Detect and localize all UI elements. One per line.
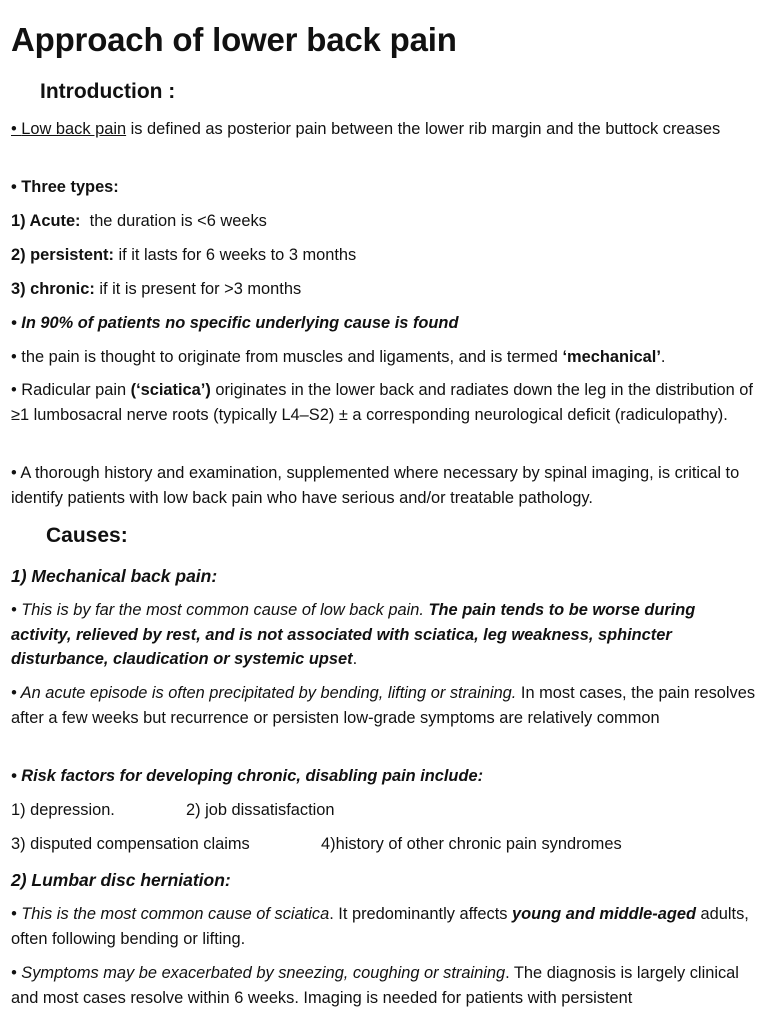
document-title: Approach of lower back pain	[11, 21, 457, 58]
bullet: •	[11, 120, 22, 138]
risk-factor-item: 1) depression.	[11, 801, 115, 819]
mechanical-back-pain-heading: 1) Mechanical back pain:	[11, 566, 218, 586]
age-group: young and middle-aged	[512, 905, 696, 923]
type-label: 2) persistent:	[11, 246, 114, 264]
acute-episode-trigger: • An acute episode is often precipitated by bending, lifting or straining.	[11, 684, 517, 702]
mechanical-statement	[11, 345, 759, 370]
sciatica-common-cause: • This is the most common cause of sciatica	[11, 905, 330, 923]
symptoms-paragraph	[11, 961, 759, 1010]
no-specific-cause-statement: • In 90% of patients no specific underlying cause is found	[11, 314, 459, 332]
lumbar-disc-herniation-heading: 2) Lumbar disc herniation:	[11, 870, 231, 890]
definition-term-text: Low back pain	[21, 120, 127, 138]
type-chronic	[11, 277, 759, 302]
acute-episode-paragraph	[11, 681, 759, 730]
risk-factor-item: 3) disputed compensation claims	[11, 835, 250, 853]
introduction-heading: Introduction :	[40, 80, 176, 103]
history-examination-paragraph: • A thorough history and examination, supplemented where necessary by spinal imaging, is critical to identify patients with low back pain who have serious and/or treatable pathology.	[11, 464, 740, 507]
mechanical-back-pain-paragraph	[11, 598, 759, 672]
mechanical-end: .	[352, 650, 358, 669]
risk-factors-label: • Risk factors for developing chronic, disabling pain include:	[11, 767, 484, 785]
diagnosis-text: . The diagnosis is largely clinical and most cases resolve within 6 weeks. Imaging is needed for patients with persistent	[11, 964, 739, 1007]
definition-term	[11, 120, 126, 138]
acute-episode-course: In most cases, the pain resolves after a few weeks but recurrence or persisten low-grade symptoms are relatively common	[11, 684, 756, 727]
low-back-pain-definition	[11, 117, 759, 142]
radicular-pain-paragraph	[11, 378, 759, 427]
causes-heading: Causes:	[46, 524, 128, 547]
affects-text: . It predominantly affects	[329, 905, 513, 923]
radicular-description: originates in the lower back and radiates down the leg in the distribution of ≥1 lumbosacral nerve roots (typically L4–S2) ± a corresponding neurological deficit (radiculopathy).	[11, 381, 753, 424]
risk-factors-row-1	[11, 798, 759, 823]
type-acute	[11, 209, 759, 234]
risk-factor-item: 2) job dissatisfaction	[186, 801, 335, 819]
symptom-exacerbation: • Symptoms may be exacerbated by sneezing, coughing or straining	[11, 964, 506, 982]
type-persistent	[11, 243, 759, 268]
definition-text: is defined as posterior pain between the lower rib margin and the buttock creases	[126, 120, 721, 138]
risk-factor-item: 4)history of other chronic pain syndromes	[321, 835, 622, 853]
disc-herniation-paragraph	[11, 902, 759, 951]
mechanical-text: • the pain is thought to originate from muscles and ligaments, and is termed	[11, 348, 563, 366]
mechanical-term: ‘mechanical’	[562, 348, 661, 366]
risk-factors-row-2	[11, 832, 759, 857]
type-text: if it lasts for 6 weeks to 3 months	[113, 246, 357, 264]
three-types-label: • Three types:	[11, 178, 119, 196]
mechanical-end: .	[660, 348, 666, 366]
type-label: 3) chronic:	[11, 280, 95, 298]
radicular-text: • Radicular pain	[11, 381, 131, 399]
type-text: if it is present for >3 months	[94, 280, 302, 298]
following-text: adults, often following bending or lifting.	[11, 905, 749, 948]
mechanical-common-cause: • This is by far the most common cause of low back pain.	[11, 601, 429, 619]
type-text: the duration is <6 weeks	[80, 212, 267, 230]
mechanical-features: The pain tends to be worse during activity, relieved by rest, and is not associated with sciatica, leg weakness, sphincter disturbance, claudication or systemic upset	[11, 601, 696, 669]
type-label: 1) Acute:	[11, 212, 81, 230]
sciatica-term: (‘sciatica’)	[130, 381, 211, 399]
